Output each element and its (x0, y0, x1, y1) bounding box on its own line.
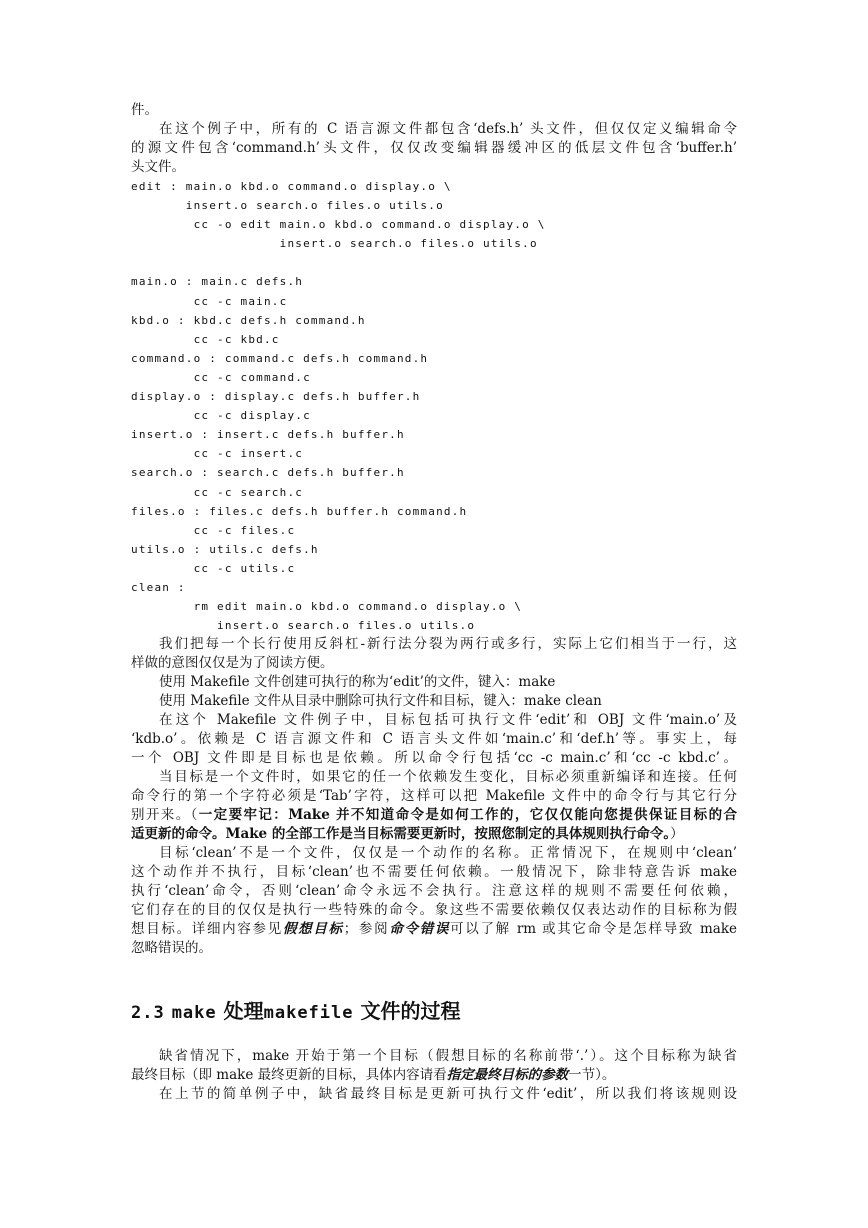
paragraph-line: 目标‘clean’不是一个文件，仅仅是一个动作的名称。正常情况下，在规则中‘clean’ (159, 845, 737, 862)
paragraph-line: 这个动作并不执行，目标‘clean’也不需要任何依赖。一般情况下，除非特意告诉 make (131, 864, 737, 881)
code-line: rm edit main.o kbd.o command.o display.o \ (131, 600, 523, 614)
heading-text: 处理 (223, 999, 264, 1023)
emphasis-text: 一定要牢记：Make 并不知道命令是如何工作的，它仅仅能向您提供保证目标的合 (198, 807, 737, 824)
paragraph-line (131, 806, 737, 825)
code-line: edit : main.o kbd.o command.o display.o \ (131, 180, 452, 193)
code-line: cc -c insert.c (131, 447, 304, 461)
code-line: cc -c utils.c (131, 561, 296, 575)
paragraph-line: 命令行的第一个字符必须是‘Tab’字符，这样可以把 Makefile 文件中的命令行与其它行分 (131, 788, 737, 805)
heading-text: 文件的过程 (360, 999, 461, 1023)
paragraph-line: 忽略错误的。 (131, 940, 212, 957)
code-line: insert.o search.o files.o utils.o (131, 237, 538, 251)
paragraph-line: 执行‘clean’命令，否则‘clean’命令永远不会执行。注意这样的规则不需要任何依赖， (131, 883, 737, 900)
code-line: command.o : command.c defs.h command.h (131, 351, 429, 365)
code-line: cc -c files.c (131, 523, 296, 537)
code-line: files.o : files.c defs.h buffer.h command.h (131, 504, 468, 518)
paragraph-line: 的源文件包含‘command.h’头文件，仅仅改变编辑器缓冲区的低层文件包含‘buffer.h’ (131, 140, 737, 156)
paragraph-line: 在上节的简单例子中，缺省最终目标是更新可执行文件‘edit’，所以我们将该规则设 (159, 1086, 737, 1102)
paragraph-text: 最终目标（即 make 最终更新的目标，具体内容请看 (131, 1067, 447, 1083)
code-line: cc -c command.c (131, 370, 311, 384)
paragraph-line: 头文件。 (131, 159, 185, 175)
paragraph-line: 在这个 Makefile 文件例子中，目标包括可执行文件‘edit’和 OBJ 文件‘main.o’及 (159, 712, 737, 729)
code-line: insert.o search.o files.o utils.o (131, 199, 444, 213)
heading-keyword: make (171, 1003, 217, 1023)
code-line: kbd.o : kbd.c defs.h command.h (131, 313, 366, 327)
paragraph-text: 想目标。详细内容参见 (131, 921, 283, 938)
paragraph-continuation: 件。 (131, 102, 158, 118)
paragraph-line (131, 920, 737, 939)
paragraph-line: 我们把每一个长行使用反斜杠-新行法分裂为两行或多行，实际上它们相当于一行，这 (159, 636, 737, 653)
paragraph-line: 当目标是一个文件时，如果它的任一个依赖发生变化，目标必须重新编译和连接。任何 (159, 769, 737, 786)
code-line: insert.o : insert.c defs.h buffer.h (131, 428, 405, 442)
code-line: utils.o : utils.c defs.h (131, 542, 319, 556)
paragraph-text: 一节）。 (568, 1067, 616, 1083)
cross-reference-link[interactable]: 假想目标 (282, 921, 344, 938)
paragraph-line: 在这个例子中，所有的 C 语言源文件都包含‘defs.h’ 头文件，但仅仅定义编辑命令 (159, 121, 737, 137)
paragraph-line: 它们存在的目的仅仅是执行一些特殊的命令。象这些不需要依赖仅仅表达动作的目标称为假 (131, 902, 737, 919)
paragraph-text: 可以了解 rm 或其它命令是怎样导致 make (450, 921, 738, 938)
paragraph-text: 别开来。（ (131, 807, 199, 824)
paragraph-line: 一个 OBJ 文件即是目标也是依赖。所以命令行包括‘cc -c main.c’和‘cc -c kbd.c’。 (131, 750, 737, 767)
section-number: 2.3 (131, 1003, 165, 1023)
code-line: cc -c main.c (131, 294, 288, 308)
paragraph-line: ‘kdb.o’。依赖是 C 语言源文件和 C 语言头文件如‘main.c’和‘def.h’等。事实上，每 (131, 731, 737, 748)
section-heading (131, 996, 460, 1026)
section-body (131, 1047, 737, 1104)
paragraph-line (131, 825, 737, 844)
paragraph-text: ） (670, 826, 684, 843)
paragraph-line: 使用 Makefile 文件从目录中删除可执行文件和目标，键入：make clean (159, 693, 602, 710)
cross-reference-link[interactable]: 命令错误 (389, 921, 451, 938)
heading-keyword: makefile (263, 1003, 354, 1023)
emphasis-text: 适更新的命令。Make 的全部工作是当目标需要更新时，按照您制定的具体规则执行命令。 (131, 826, 671, 843)
code-block (131, 177, 737, 635)
paragraph-line: 样做的意图仅仅是为了阅读方便。 (131, 655, 334, 672)
cross-reference-link[interactable]: 指定最终目标的参数 (446, 1067, 569, 1083)
paragraph-line (131, 1066, 737, 1085)
code-line: main.o : main.c defs.h (131, 275, 304, 289)
code-line: clean : (131, 580, 186, 594)
code-line: cc -o edit main.o kbd.o command.o display.o \ (131, 218, 546, 232)
paragraph-line: 缺省情况下，make 开始于第一个目标（假想目标的名称前带‘.’）。这个目标称为缺省 (159, 1048, 737, 1064)
paragraph-text: ；参阅 (343, 921, 390, 938)
code-line: display.o : display.c defs.h buffer.h (131, 390, 421, 404)
code-line: insert.o search.o files.o utils.o (131, 619, 476, 633)
document-body (131, 101, 737, 958)
code-line (131, 253, 737, 272)
paragraph-line: 使用 Makefile 文件创建可执行的称为‘edit’的文件，键入：make (159, 674, 556, 691)
code-line: cc -c kbd.c (131, 332, 280, 346)
code-line: cc -c display.c (131, 409, 311, 423)
code-line: search.o : search.c defs.h buffer.h (131, 466, 405, 480)
code-line: cc -c search.c (131, 485, 304, 499)
